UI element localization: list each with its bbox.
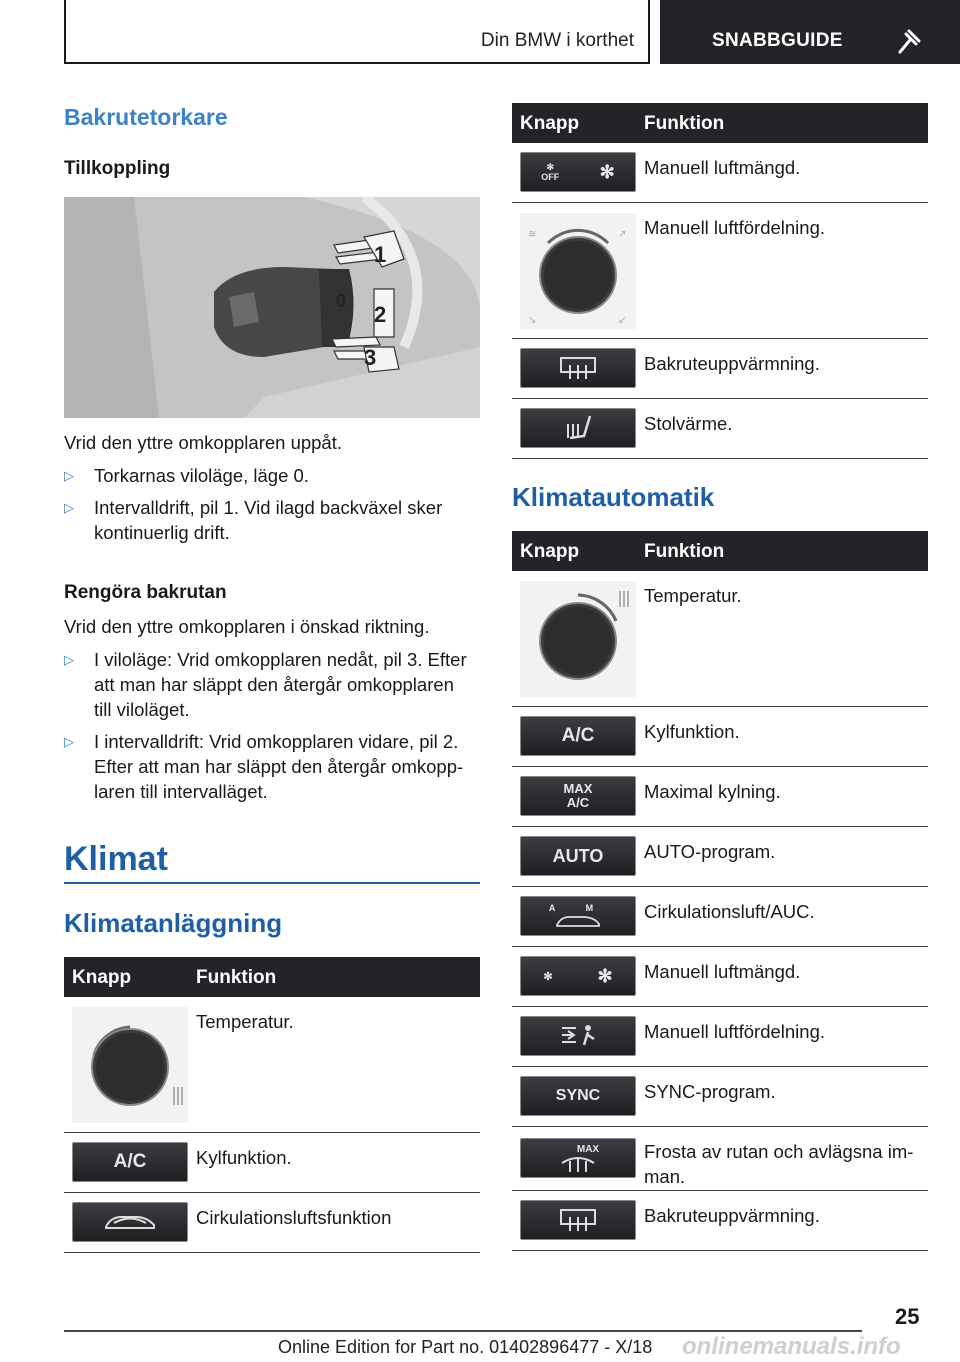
- bullet-line: I viloläge: Vrid omkopplaren nedåt, pil 3. Efter: [94, 649, 467, 670]
- row-label: Manuell luftmängd.: [644, 961, 801, 982]
- svg-text:↗: ↗: [618, 229, 627, 240]
- max-ac-button-icon: MAX A/C: [520, 776, 636, 816]
- svg-text:≋: ≋: [528, 229, 537, 240]
- bullet-triangle-icon: ▷: [64, 652, 74, 667]
- clean-title: Rengöra bakrutan: [64, 582, 227, 603]
- rear-defrost-icon: [520, 1200, 636, 1240]
- row-label: Temperatur.: [196, 1011, 294, 1032]
- air-distribution-knob-icon: [520, 213, 636, 329]
- table-row: [512, 827, 928, 887]
- clean-bullet: [64, 729, 480, 804]
- row-label: Maximal kylning.: [644, 781, 781, 802]
- wiper-instruction: Vrid den yttre omkopplaren uppåt.: [64, 432, 343, 453]
- table-row: [512, 203, 928, 339]
- rear-wiper-title: Bakrutetorkare: [64, 104, 228, 130]
- table-row: [512, 887, 928, 947]
- seat-heating-icon: [520, 408, 636, 448]
- page-number: 25: [895, 1304, 920, 1329]
- col-funktion: Funktion: [644, 541, 725, 562]
- table-row: [64, 1193, 480, 1253]
- bullet-line: till viloläget.: [94, 699, 190, 720]
- sync-button-icon: SYNC: [520, 1076, 636, 1116]
- bullet-triangle-icon: ▷: [64, 500, 74, 515]
- ac-button-icon: A/C: [520, 716, 636, 756]
- table-row: [512, 571, 928, 707]
- header-chapter: Din BMW i korthet: [480, 30, 634, 51]
- row-label-line: man.: [644, 1166, 686, 1187]
- row-label: Cirkulationsluftsfunktion: [196, 1207, 392, 1228]
- footer-rule: [64, 1330, 862, 1332]
- row-label: Manuell luftmängd.: [644, 157, 801, 178]
- col-knapp: Knapp: [72, 967, 132, 988]
- table-header: [512, 531, 928, 571]
- col-funktion: Funktion: [644, 113, 725, 134]
- row-label: Kylfunktion.: [644, 721, 740, 742]
- wiper-bullet: [64, 463, 480, 488]
- climate-table-2: [512, 531, 928, 1251]
- ac-table: [64, 957, 480, 1253]
- ac-button-icon: A/C: [72, 1142, 188, 1182]
- bullet-line: Torkarnas viloläge, läge 0.: [94, 465, 309, 486]
- bullet-line: I intervalldrift: Vrid omkopplaren vidare, pil 2.: [94, 731, 459, 752]
- row-label: Temperatur.: [644, 585, 742, 606]
- fan-speed-icon: ✻ OFF ✻: [520, 152, 636, 192]
- table-row: [512, 947, 928, 1007]
- max-defrost-label: MAX: [576, 1143, 600, 1155]
- wiper-stalk-photo: [64, 197, 480, 418]
- photo-label-1: 1: [374, 242, 387, 267]
- header-section-tab[interactable]: [660, 0, 960, 64]
- table-row: [512, 707, 928, 767]
- row-label: SYNC-program.: [644, 1081, 776, 1102]
- photo-label-0: 0: [336, 291, 347, 311]
- table-row: [512, 1007, 928, 1067]
- table-header: [512, 103, 928, 143]
- watermark: onlinemanuals.info: [682, 1333, 901, 1360]
- quick-guide-icon: [896, 28, 922, 54]
- table-row: [64, 997, 480, 1133]
- table-row: [512, 399, 928, 459]
- row-label: AUTO-program.: [644, 841, 776, 862]
- table-row: [512, 1127, 928, 1191]
- table-row: [512, 339, 928, 399]
- auto-climate-title: Klimatautomatik: [512, 482, 715, 512]
- bullet-line: Intervalldrift, pil 1. Vid ilagd backväxel sker: [94, 497, 443, 518]
- header-chapter-box: [64, 0, 650, 64]
- bullet-triangle-icon: ▷: [64, 468, 74, 483]
- clean-bullet: [64, 647, 480, 722]
- header-section: SNABBGUIDE: [712, 30, 843, 51]
- auto-button-icon: AUTO: [520, 836, 636, 876]
- row-label: Bakruteuppvärmning.: [644, 353, 820, 374]
- table-row: [512, 1067, 928, 1127]
- bullet-line: laren till intervalläget.: [94, 781, 268, 802]
- row-label: Bakruteuppvärmning.: [644, 1205, 820, 1226]
- col-knapp: Knapp: [520, 541, 580, 562]
- footer-edition: Online Edition for Part no. 01402896477 - X/18: [278, 1337, 653, 1357]
- bullet-line: kontinuerlig drift.: [94, 522, 230, 543]
- activation-title: Tillkoppling: [64, 158, 171, 179]
- fan-off-label: OFF: [541, 172, 560, 182]
- bullet-line: Efter att man har släppt den återgår omkopp-: [94, 756, 464, 777]
- clean-instruction: Vrid den yttre omkopplaren i önskad riktning.: [64, 616, 430, 637]
- photo-label-3: 3: [364, 345, 377, 370]
- row-label: Stolvärme.: [644, 413, 733, 434]
- max-defrost-icon: [520, 1138, 636, 1178]
- recirculation-auc-icon: [520, 896, 636, 936]
- auc-am-label: A M: [548, 903, 608, 913]
- row-label: [644, 1139, 924, 1189]
- row-label: Manuell luftfördelning.: [644, 217, 825, 238]
- row-label: Manuell luftfördelning.: [644, 1021, 825, 1042]
- row-label-line: Frosta av rutan och avlägsna im-: [644, 1141, 914, 1162]
- svg-text:↙: ↙: [618, 315, 627, 326]
- col-funktion: Funktion: [196, 967, 277, 988]
- temperature-knob-icon: [72, 1007, 188, 1123]
- table-row: [512, 1191, 928, 1251]
- table-row: [64, 1133, 480, 1193]
- table-row: [512, 767, 928, 827]
- fan-speed-icon: ✻ ✻: [520, 956, 636, 996]
- climate-title: Klimat: [64, 840, 168, 878]
- row-label: Kylfunktion.: [196, 1147, 292, 1168]
- wiper-bullet: [64, 495, 480, 545]
- rear-defrost-icon: [520, 348, 636, 388]
- bullet-triangle-icon: ▷: [64, 734, 74, 749]
- climate-table-1: [512, 103, 928, 459]
- col-knapp: Knapp: [520, 113, 580, 134]
- table-row: [512, 143, 928, 203]
- bullet-line: att man har släppt den återgår omkopplaren: [94, 674, 454, 695]
- climate-rule: [64, 882, 480, 884]
- recirculation-icon: [72, 1202, 188, 1242]
- ac-title: Klimatanläggning: [64, 908, 283, 938]
- photo-label-2: 2: [374, 302, 387, 327]
- temperature-knob-icon: [520, 581, 636, 697]
- svg-text:↘: ↘: [528, 315, 537, 326]
- air-distribution-icon: [520, 1016, 636, 1056]
- row-label: Cirkulationsluft/AUC.: [644, 901, 815, 922]
- table-header: [64, 957, 480, 997]
